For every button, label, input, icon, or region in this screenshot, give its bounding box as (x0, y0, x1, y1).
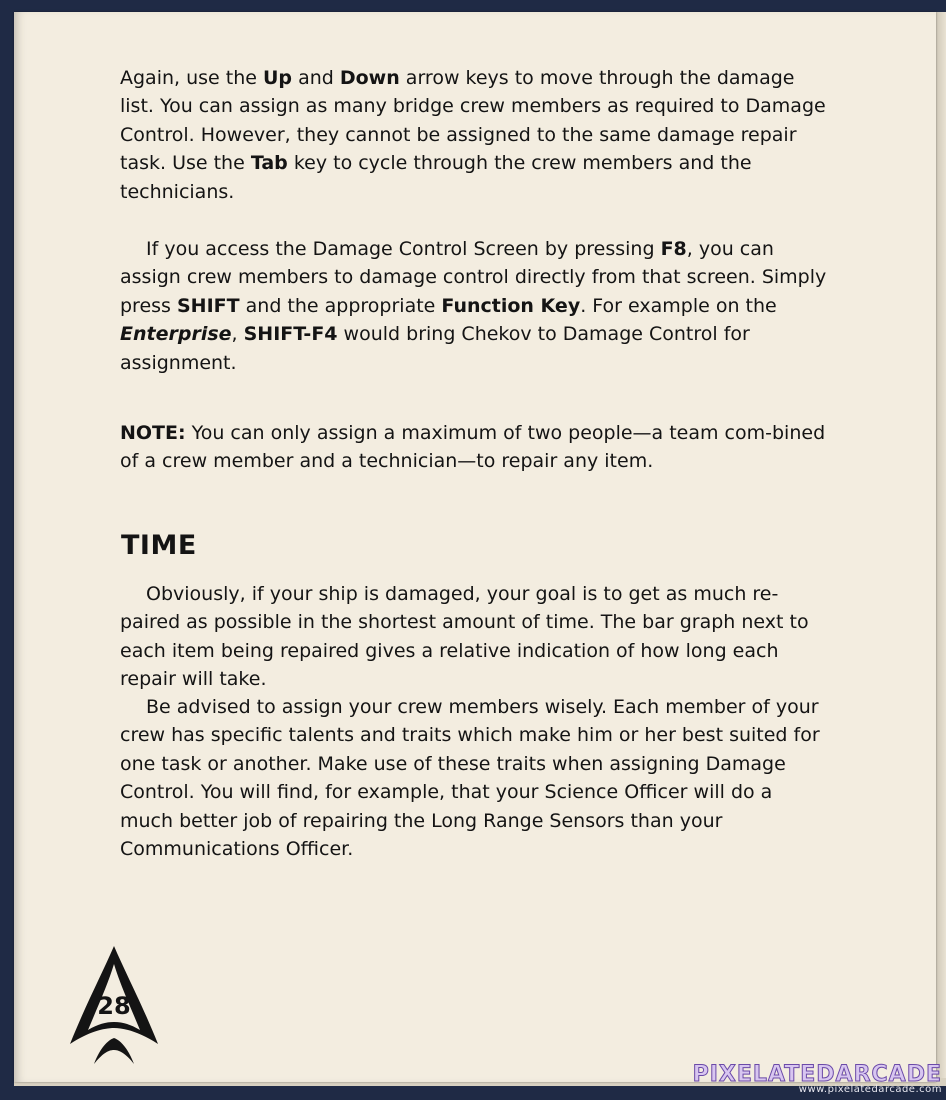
text: and the appropriate (239, 294, 442, 317)
watermark-name: PIXELATEDARCADE (692, 1062, 942, 1087)
paragraph-damage-list (120, 64, 830, 206)
text: , you can assign crew members to damage control directly from that screen. Simply press (120, 238, 827, 317)
key-down: Down (339, 67, 400, 89)
page-number: 28 (97, 992, 131, 1020)
starfleet-delta-page-number (66, 944, 162, 1066)
text: If you access the Damage Control Screen by pressing (146, 238, 661, 260)
key-f8: F8 (660, 238, 687, 260)
note-label: NOTE: (120, 422, 186, 444)
page-edge (936, 12, 946, 1084)
time-paragraph-1: Obviously, if your ship is damaged, your goal is to get as much re-paired as possible in the shortest amount of time. The bar graph next to each item being repaired gives a relative indication of how long each repair will take. (120, 583, 809, 691)
manual-page (14, 12, 936, 1082)
text: key to cycle through the crew members and the technicians. (120, 152, 752, 203)
watermark (693, 1062, 942, 1095)
key-shift: SHIFT (176, 294, 240, 317)
watermark-url: www.pixelatedarcade.com (798, 1084, 942, 1095)
key-function: Function Key (441, 294, 581, 317)
note-paragraph (120, 419, 830, 476)
paragraph-damage-control-screen (120, 235, 830, 377)
ship-name: Enterprise (120, 323, 232, 346)
text: , (231, 323, 244, 346)
key-up: Up (263, 67, 293, 89)
text: arrow keys to move through the damage list. You can assign as many bridge crew members as required to Damage Control. However, they cannot be assigned to the same damage repair task. Use the (120, 67, 826, 175)
text: and (292, 67, 340, 89)
key-shift-f4: SHIFT-F4 (243, 323, 338, 346)
section-heading-time: TIME (121, 530, 197, 561)
text: would bring Chekov to Damage Control for assignment. (120, 323, 750, 374)
text: . For example on the (580, 294, 777, 317)
text: Again, use the (120, 67, 263, 89)
time-paragraph-2: Be advised to assign your crew members wisely. Each member of your crew has specific talents and traits which make him or her best suited for one task or another. Make use of these traits when assigning Damage Control. You will find, for example, that your Science Officer will do a much better job of repairing the Long Range Sensors than your Communications Officer. (120, 696, 820, 861)
note-text: You can only assign a maximum of two people—a team com-bined of a crew member and a technician—to repair any item. (120, 422, 826, 473)
key-tab: Tab (250, 152, 288, 175)
